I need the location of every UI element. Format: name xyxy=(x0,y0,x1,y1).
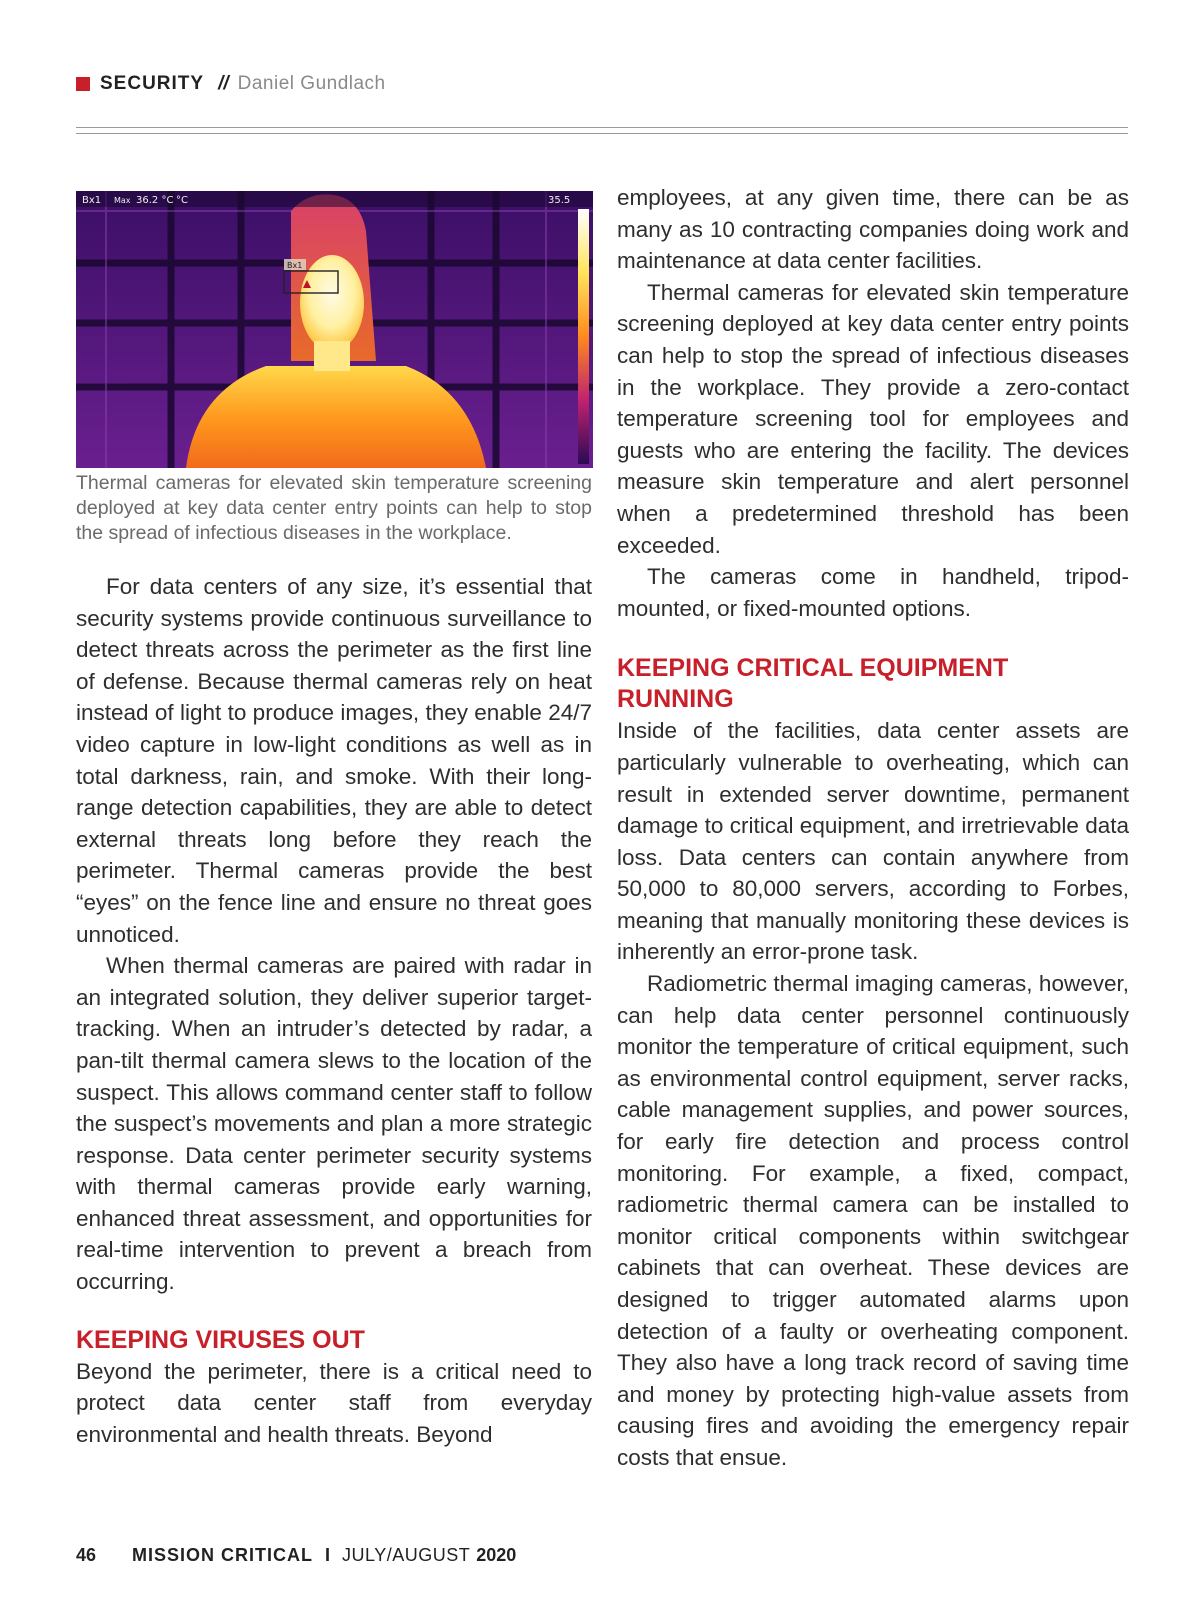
issue-date: JULY/AUGUST xyxy=(342,1545,471,1565)
author-name: Daniel Gundlach xyxy=(237,73,386,94)
right-paragraph-4: Inside of the facilities, data center assets are particularly vulnerable to overheating, which can result in extended server downtime, permanent damage to critical equipment, and irretrievable data loss. Data centers can contain anywhere from 50,000 to 80,000 servers, according to Forbes, meaning that manually monitoring these devices is inherently an error-prone task. xyxy=(617,718,1129,965)
left-paragraph-1: For data centers of any size, it’s essential that security systems provide continuous surveillance to detect threats across the perimeter as the first line of defense. Because thermal cameras rely on heat instead of light to produce images, they enable 24/7 video capture in low-light conditions as well as in total darkness, rain, and smoke. With their long-range detection capabilities, they are able to detect external threats long before they reach the perimeter. Thermal cameras provide the best “eyes” on the fence line and ensure no threat goes unnoticed. xyxy=(76,574,592,947)
right-paragraph-3: The cameras come in handheld, tripod-mounted, or fixed-mounted options. xyxy=(617,564,1129,621)
section-marker-icon xyxy=(76,77,90,91)
thermal-image xyxy=(76,191,593,468)
right-column xyxy=(617,182,1129,1474)
section-heading-viruses: KEEPING VIRUSES OUT xyxy=(76,1325,365,1354)
left-column xyxy=(76,571,592,1450)
box-tag: Bx1 xyxy=(82,195,102,206)
left-paragraph-2: When thermal cameras are paired with radar in an integrated solution, they deliver superior target-tracking. When an intruder’s detected by radar, a pan-tilt thermal camera slews to the location of the suspect. This allows command center staff to follow the suspect’s movements and plan a more strategic response. Data center perimeter security systems with thermal cameras provide early warning, enhanced threat assessment, and opportunities for real-time intervention to prevent a breach from occurring. xyxy=(76,953,592,1295)
photo-caption: Thermal cameras for elevated skin temperature screening deployed at key data center entry points can help to stop the spread of infectious diseases in the workplace. xyxy=(76,472,592,544)
right-paragraph-1: employees, at any given time, there can be as many as 10 contracting companies doing work and maintenance at data center facilities. xyxy=(617,185,1129,274)
scale-max: 35.5 xyxy=(548,195,571,206)
footer-separator: I xyxy=(325,1545,331,1565)
magazine-name: MISSION CRITICAL xyxy=(132,1545,314,1565)
left-paragraph-3: Beyond the perimeter, there is a critical need to protect data center staff from everyday environmental and health threats. Beyond xyxy=(76,1358,592,1447)
max-label: Max xyxy=(114,196,131,205)
section-label: SECURITY xyxy=(100,73,205,94)
max-reading: 36.2 °C xyxy=(136,195,174,206)
header-separator: // xyxy=(218,73,229,94)
issue-year: 2020 xyxy=(476,1545,517,1565)
header-rule-bottom xyxy=(76,133,1128,134)
unit-label: °C xyxy=(176,195,188,206)
page-number: 46 xyxy=(76,1545,97,1565)
color-scale-bar xyxy=(578,209,589,464)
thermal-image-graphic xyxy=(76,191,593,468)
header-rule-top xyxy=(76,127,1128,128)
page-footer xyxy=(76,1545,516,1566)
roi-label: Bx1 xyxy=(287,261,303,270)
right-paragraph-5: Radiometric thermal imaging cameras, however, can help data center personnel continuously monitor the temperature of critical equipment, such as environmental control equipment, server racks, cable management supplies, and power sources, for early fire detection and process control monitoring. For example, a fixed, compact, radiometric thermal camera can be installed to monitor critical components within switchgear cabinets that can overheat. These devices are designed to trigger automated alarms upon detection of a faulty or overheating component. They also have a long track record of saving time and money by protecting high-value assets from causing fires and avoiding the emergency repair costs that ensue. xyxy=(617,971,1129,1470)
right-paragraph-2: Thermal cameras for elevated skin temperature screening deployed at key data center entry points can help to stop the spread of infectious diseases in the workplace. They provide a zero-contact temperature screening tool for employees and guests who are entering the facility. The devices measure skin temperature and alert personnel when a predetermined threshold has been exceeded. xyxy=(617,279,1129,558)
section-heading-equipment: KEEPING CRITICAL EQUIPMENT RUNNING xyxy=(617,654,1009,714)
page-header xyxy=(76,70,386,98)
